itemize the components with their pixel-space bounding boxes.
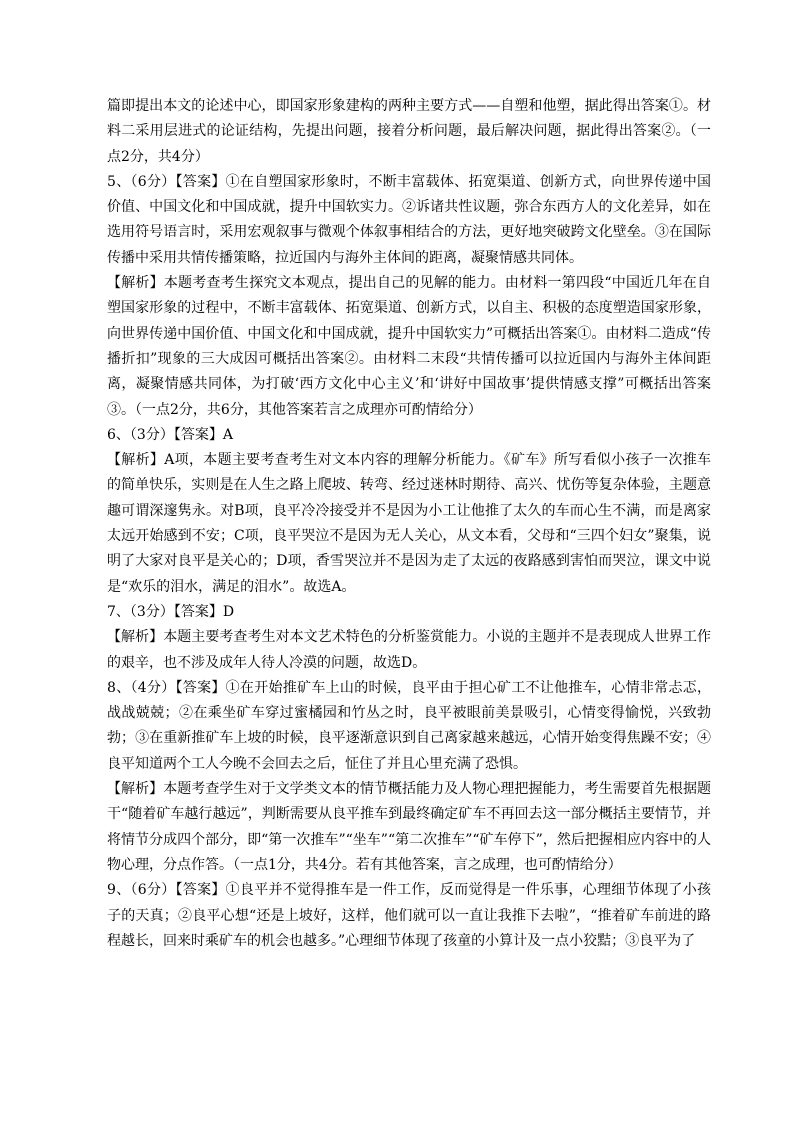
- paragraph-q8-analysis: 【解析】本题考查学生对于文学类文本的情节概括能力及人物心理把握能力，考生需要首先根据题干“随着矿车越行越远”，判断需要从良平推车到最终确定矿车不再回去这一部分概括主要情节，并将情节分成四个部分，即“第一次推车”“坐车”“第二次推车”“矿车停下”，然后把握相应内容中的人物心理，分点作答。（一点1分，共4分。若有其他答案，言之成理，也可酌情给分）: [107, 781, 711, 873]
- paragraph-q5-answer: 5、（6分）【答案】①在自塑国家形象时，不断丰富载体、拓宽渠道、创新方式，向世界传递中国价值、中国文化和中国成就，提升中国软实力。②诉诸共性议题，弥合东西方人的文化差异，如在选用符号语言时，采用宏观叙事与微观个体叙事相结合的方法，更好地突破跨文化壁垒。③在国际传播中采用共情传播策略，拉近国内与海外主体间的距离，凝聚情感共同体。: [107, 173, 711, 266]
- answer-analysis-body: [107, 94, 711, 954]
- paragraph-q5-analysis: 【解析】本题考查考生探究文本观点，提出自己的见解的能力。由材料一第四段“中国近几年在自塑国家形象的过程中，不断丰富载体、拓宽渠道、创新方式，以自主、积极的态度塑造国家形象，向世界传递中国价值、中国文化和中国成就，提升中国软实力”可概括出答案①。由材料二造成“传播折扣”现象的三大成因可概括出答案②。由材料二末段“共情传播可以拉近国内与海外主体间距离，凝聚情感共同体，为打破‘西方文化中心主义’和‘讲好中国故事’提供情感支撑”可概括出答案③。（一点2分，共6分，其他答案若言之成理亦可酌情给分）: [107, 275, 711, 418]
- paragraph-q7-analysis: 【解析】本题主要考查考生对本文艺术特色的分析鉴赏能力。小说的主题并不是表现成人世界工作的艰辛，也不涉及成年人待人冷漠的问题，故选D。: [107, 629, 711, 671]
- paragraph-q9-answer: 9、（6分）【答案】①良平并不觉得推车是一件工作，反而觉得是一件乐事，心理细节体现了小孩子的天真；②良平心想“还是上坡好，这样，他们就可以一直让我推下去啦”，“推着矿车前进的路程越长，回来时乘矿车的机会也越多。”心理细节体现了孩童的小算计及一点小狡黠；③良平为了: [107, 882, 711, 949]
- paragraph-q7-answer: 7、（3分）【答案】D: [107, 603, 235, 620]
- paragraph-q6-analysis: 【解析】A项，本题主要考查考生对文本内容的理解分析能力。《矿车》所写看似小孩子一次推车的简单快乐，实则是在人生之路上爬坡、转弯、经过迷林时期待、高兴、忧伤等复杂体验，主题意趣可谓深邃隽永。对B项，良平冷冷接受并不是因为小工让他推了太久的车而心生不满，而是离家太远开始感到不安；C项，良平哭泣不是因为无人关心，从文本看，父母和“三四个妇女”聚集，说明了大家对良平是关心的；D项，香雪哭泣并不是因为走了太远的夜路感到害怕而哭泣，课文中说是“欢乐的泪水，满足的泪水”。故选A。: [107, 452, 711, 595]
- paragraph-q8-answer: 8、（4分）【答案】①在开始推矿车上山的时候，良平由于担心矿工不让他推车，心情非常忐忑，战战兢兢；②在乘坐矿车穿过蜜橘园和竹丛之时，良平被眼前美景吸引，心情变得愉悦，兴致勃勃；③在重新推矿车上坡的时候，良平逐渐意识到自己离家越来越远，心情开始变得焦躁不安；④良平知道两个工人今晚不会回去之后，怔住了并且心里充满了恐惧。: [107, 679, 711, 772]
- paragraph-q6-answer: 6、（3分）【答案】A: [107, 426, 233, 443]
- paragraph-continuation-q4: 篇即提出本文的论述中心，即国家形象建构的两种主要方式——自塑和他塑，据此得出答案①。材料二采用层进式的论证结构，先提出问题，接着分析问题，最后解决问题，据此得出答案②。（一点2分，共4分）: [107, 98, 711, 165]
